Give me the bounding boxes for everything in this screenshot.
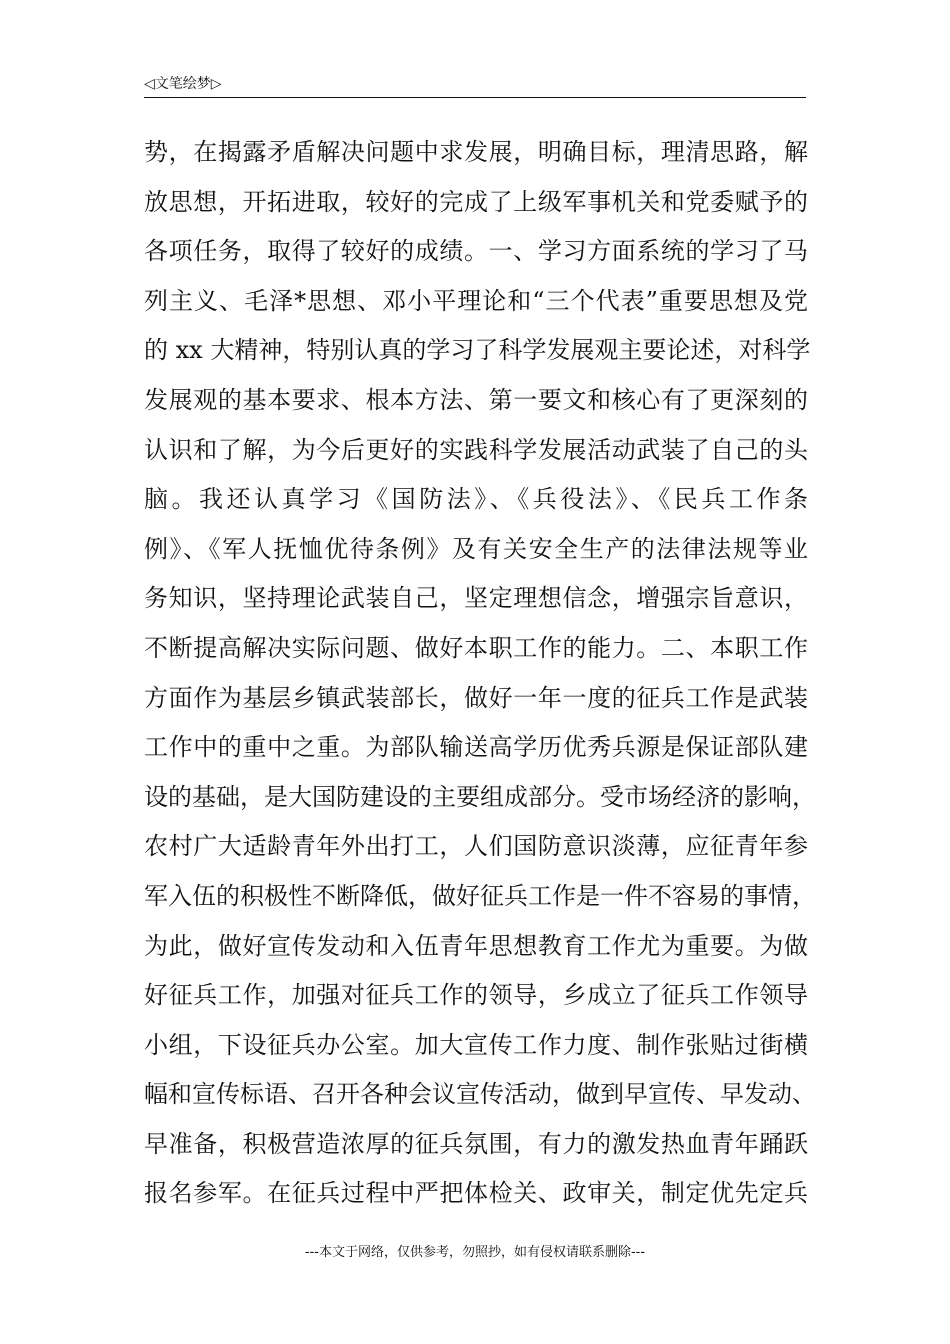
text-line: 工作中的重中之重。为部队输送高学历优秀兵源是保证部队建 [144, 733, 808, 762]
text-line: 务知识，坚持理论武装自己，坚定理想信念，增强宗旨意识， [144, 584, 808, 613]
page-footer-disclaimer: ---本文于网络，仅供参考，勿照抄，如有侵权请联系删除--- [304, 1245, 646, 1260]
page-header [144, 75, 806, 98]
body-text [144, 134, 816, 1225]
text-line: 脑。我还认真学习《国防法》、《兵役法》、《民兵工作条 [144, 485, 808, 514]
right-triangle-icon: ▷ [210, 76, 222, 92]
text-line: 放思想，开拓进取，较好的完成了上级军事机关和党委赋予的 [144, 187, 808, 216]
text-line: 早准备，积极营造浓厚的征兵氛围，有力的激发热血青年踊跃 [144, 1129, 808, 1158]
text-line: 方面作为基层乡镇武装部长，做好一年一度的征兵工作是武装 [144, 683, 808, 712]
text-line: 设的基础，是大国防建设的主要组成部分。受市场经济的影响， [144, 782, 816, 811]
text-line: 不断提高解决实际问题、做好本职工作的能力。二、本职工作 [144, 633, 808, 662]
text-line: 好征兵工作，加强对征兵工作的领导，乡成立了征兵工作领导 [144, 981, 808, 1010]
text-line: 军入伍的积极性不断降低，做好征兵工作是一件不容易的事情， [144, 881, 816, 910]
text-line: 势，在揭露矛盾解决问题中求发展，明确目标，理清思路，解 [144, 138, 808, 166]
text-line: 各项任务，取得了较好的成绩。一、学习方面系统的学习了马 [144, 237, 808, 266]
text-line: 认识和了解，为今后更好的实践科学发展活动武装了自己的头 [144, 435, 808, 464]
text-line: 列主义、毛泽*思想、邓小平理论和“三个代表”重要思想及党 [144, 286, 808, 315]
left-triangle-icon: ◁ [144, 76, 155, 92]
header-title: 文笔绘梦 [154, 76, 211, 92]
text-line: 例》、《军人抚恤优待条例》及有关安全生产的法律法规等业 [144, 534, 808, 563]
text-line: 幅和宣传标语、召开各种会议宣传活动，做到早宣传、早发动、 [144, 1080, 816, 1109]
text-line: 农村广大适龄青年外出打工，人们国防意识淡薄，应征青年参 [144, 832, 808, 861]
text-line: 发展观的基本要求、根本方法、第一要文和核心有了更深刻的 [144, 385, 808, 414]
text-line: 的 xx 大精神，特别认真的学习了科学发展观主要论述，对科学 [144, 336, 811, 365]
text-line: 为此，做好宣传发动和入伍青年思想教育工作尤为重要。为做 [144, 931, 808, 960]
text-line: 小组，下设征兵办公室。加大宣传工作力度、制作张贴过街横 [144, 1030, 808, 1059]
text-line: 报名参军。在征兵过程中严把体检关、政审关，制定优先定兵 [144, 1179, 808, 1208]
